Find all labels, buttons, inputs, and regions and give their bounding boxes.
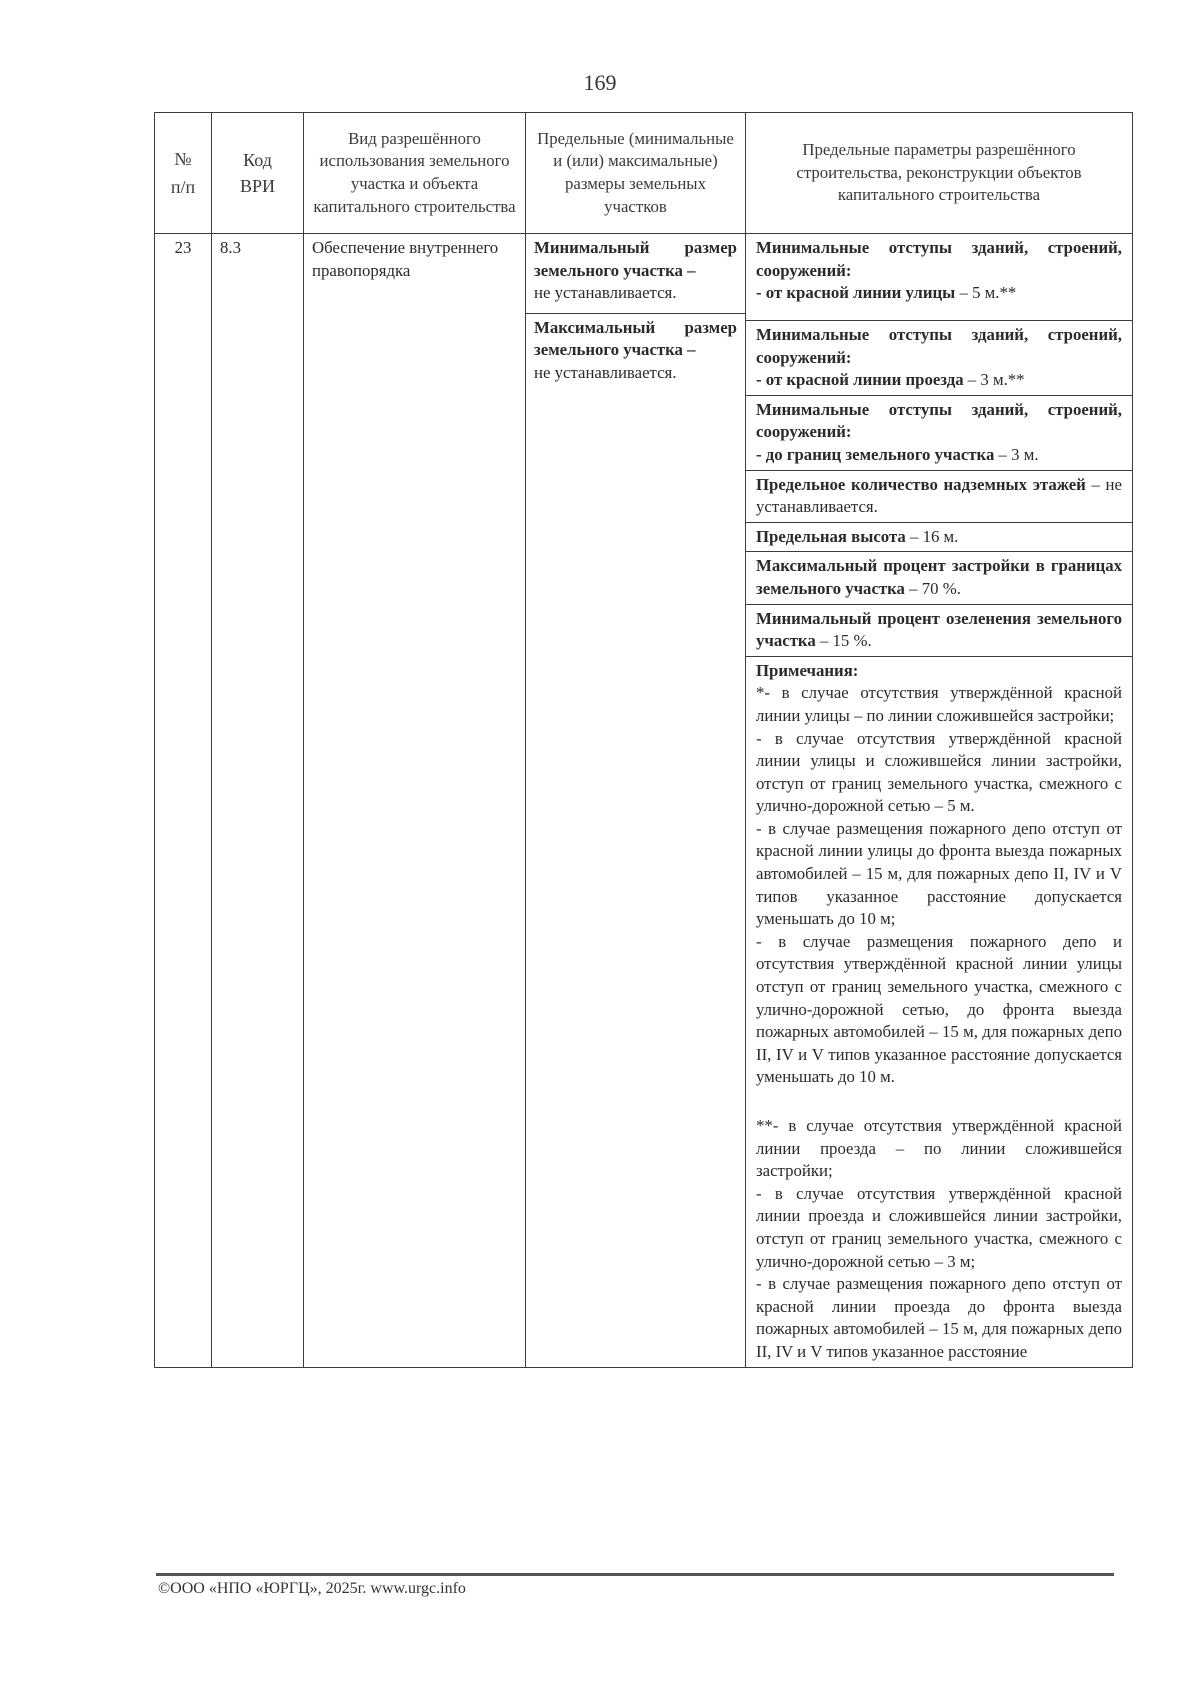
footer-rule bbox=[156, 1573, 1114, 1576]
note-item: *- в случае отсутствия утверждённой красной линии улицы – по линии сложившейся застройки; bbox=[756, 683, 1122, 725]
table-row bbox=[155, 234, 1133, 1368]
note-item: - в случае размещения пожарного депо отступ от красной линии улицы до фронта выезда пожарных автомобилей – 15 м, для пожарных депо II, IV и V типов указанное расстояние допускается уменьшать до 10 м; bbox=[756, 818, 1122, 929]
note-item: - в случае размещения пожарного депо и отсутствия утверждённой красной линии улицы отступ от границ земельного участка, смежного с улично-дорожной сетью, до фронта выезда пожарных автомобилей – 15 м, для пожарных депо II, IV и V типов указанное расстояние допускается уменьшать до 10 м. bbox=[756, 931, 1122, 1087]
note-item: - в случае отсутствия утверждённой красной линии проезда и сложившейся линии застройки, отступ от границ земельного участка, смежного с улично-дорожной сетью – 3 м; bbox=[756, 1183, 1122, 1271]
note-item: **- в случае отсутствия утверждённой красной линии проезда – по линии сложившейся застройки; bbox=[756, 1116, 1122, 1181]
header-use-type: Вид разрешённого использования земельного участка и объекта капитального строительства bbox=[304, 113, 526, 234]
row-plot-sizes bbox=[526, 234, 746, 1368]
param-green-percent: Минимальный процент озеленения земельного участка – 15 %. bbox=[746, 604, 1132, 656]
header-build-params: Предельные параметры разрешённого строительства, реконструкции объектов капитального строительства bbox=[746, 113, 1133, 234]
param-street-offset: Минимальные отступы зданий, строений, сооружений: - от красной линии улицы – 5 м.** bbox=[756, 238, 1122, 303]
note-item: - в случае размещения пожарного депо отступ от красной линии проезда до фронта выезда пожарных автомобилей – 15 м, для пожарных депо II, IV и V типов указанное расстояние bbox=[756, 1274, 1122, 1361]
param-boundary-offset: Минимальные отступы зданий, строений, сооружений: - до границ земельного участка – 3 м. bbox=[746, 395, 1132, 470]
table-header-row bbox=[155, 113, 1133, 234]
header-code: Код ВРИ bbox=[212, 113, 304, 234]
note-item: - в случае отсутствия утверждённой красной линии улицы и сложившейся линии застройки, отступ от границ земельного участка, смежного с улично-дорожной сетью – 5 м. bbox=[756, 728, 1122, 816]
param-floors: Предельное количество надземных этажей – не устанавливается. bbox=[746, 470, 1132, 522]
row-code: 8.3 bbox=[212, 234, 304, 1368]
header-number: № п/п bbox=[155, 113, 212, 234]
row-build-params bbox=[746, 234, 1133, 1368]
param-build-percent: Максимальный процент застройки в границах земельного участка – 70 %. bbox=[746, 551, 1132, 603]
land-use-table bbox=[154, 112, 1133, 1368]
min-size-block: Минимальный размер земельного участка – не устанавливается. bbox=[534, 238, 737, 303]
footer-copyright: ©ООО «НПО «ЮРГЦ», 2025г. www.urgc.info bbox=[158, 1580, 466, 1597]
page-number: 169 bbox=[583, 70, 617, 95]
header-plot-sizes: Предельные (минимальные и (или) максимальные) размеры земельных участков bbox=[526, 113, 746, 234]
notes-title: Примечания: bbox=[756, 660, 859, 680]
param-height: Предельная высота – 16 м. bbox=[746, 522, 1132, 552]
row-number: 23 bbox=[155, 234, 212, 1368]
row-use-type: Обеспечение внутреннего правопорядка bbox=[304, 234, 526, 1368]
max-size-block: Максимальный размер земельного участка – не устанавливается. bbox=[526, 313, 745, 385]
notes-block bbox=[746, 656, 1132, 1367]
param-driveway-offset: Минимальные отступы зданий, строений, сооружений: - от красной линии проезда – 3 м.** bbox=[746, 320, 1132, 395]
